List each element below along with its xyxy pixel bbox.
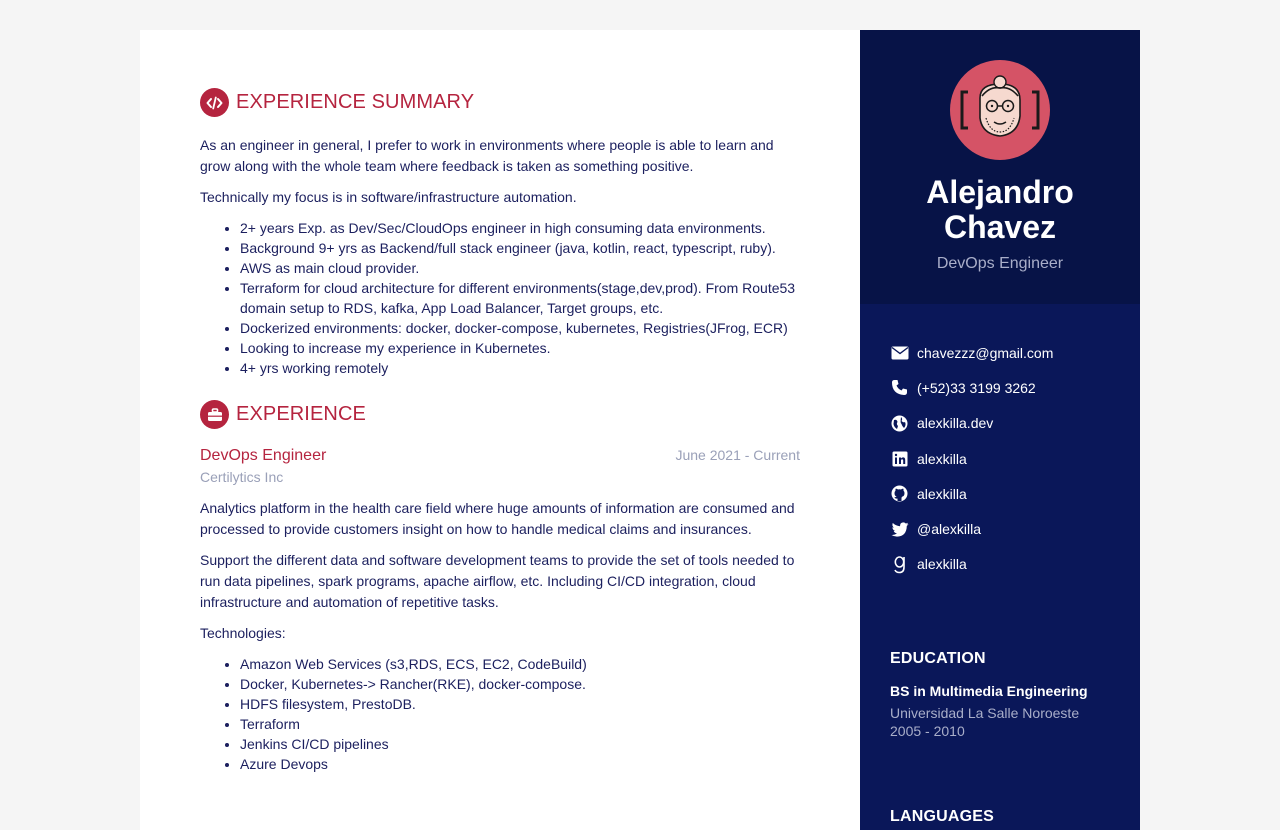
job-dates: June 2021 - Current — [675, 447, 800, 463]
profile-last-name: Chavez — [943, 209, 1057, 245]
education-school: Universidad La Salle Noroeste — [890, 705, 1080, 722]
contact-website-text: alexkilla.dev — [917, 415, 994, 432]
list-item: • Background 9+ yrs as Backend/full stack engineer (java, kotlin, react, typescript, ruby). — [240, 238, 800, 258]
goodreads-icon — [890, 555, 909, 574]
education-heading: EDUCATION — [890, 650, 986, 668]
linkedin-icon — [890, 449, 909, 468]
phone-icon — [890, 378, 909, 397]
twitter-icon — [890, 520, 909, 539]
contact-github[interactable] — [890, 476, 1110, 511]
job-paragraph: Technologies: — [200, 625, 286, 641]
job-header — [200, 447, 800, 465]
list-item: • Azure Devops — [240, 754, 800, 774]
summary-paragraph: Technically my focus is in software/infrastructure automation. — [200, 189, 577, 205]
profile-name — [860, 175, 1140, 245]
profile-first-name: Alejandro — [926, 174, 1074, 210]
globe-icon — [890, 414, 909, 433]
list-item: • Terraform for cloud architecture for different environments(stage,dev,prod). From Route53 domain setup to RDS, kafka, App Load Balancer, Target groups, etc. — [240, 278, 800, 318]
briefcase-icon — [200, 400, 229, 429]
technologies-list — [240, 654, 800, 774]
job-paragraph: Analytics platform in the health care field where huge amounts of information are consumed and processed to provide customers insight on how to handle medical claims and insurances. — [200, 500, 795, 537]
contact-goodreads-text: alexkilla — [917, 556, 967, 573]
list-item: • Jenkins CI/CD pipelines — [240, 734, 800, 754]
list-item: • Looking to increase my experience in Kubernetes. — [240, 338, 800, 358]
list-item: • Amazon Web Services (s3,RDS, ECS, EC2, CodeBuild) — [240, 654, 800, 674]
job-title: DevOps Engineer — [200, 447, 327, 464]
list-item: • Docker, Kubernetes-> Rancher(RKE), docker-compose. — [240, 674, 800, 694]
contact-list — [860, 304, 1140, 582]
envelope-icon — [890, 343, 909, 362]
summary-paragraph: As an engineer in general, I prefer to work in environments where people is able to learn and grow along with the whole team where feedback is taken as something positive. — [200, 137, 774, 174]
contact-twitter[interactable] — [890, 511, 1110, 546]
sidebar — [860, 30, 1140, 830]
education-degree: BS in Multimedia Engineering — [890, 683, 1088, 700]
list-item: • 4+ yrs working remotely — [240, 358, 800, 378]
contact-website[interactable] — [890, 406, 1110, 441]
experience-heading-text: EXPERIENCE — [236, 403, 366, 425]
resume-page — [140, 30, 1140, 830]
contact-linkedin-text: alexkilla — [917, 450, 967, 467]
contact-twitter-text: @alexkilla — [917, 521, 982, 538]
contact-email[interactable] — [890, 335, 1110, 370]
experience-heading — [200, 400, 800, 429]
avatar — [950, 60, 1050, 160]
job-company: Certilytics Inc — [200, 469, 284, 485]
contact-phone-text: (+52)33 3199 3262 — [917, 379, 1036, 396]
list-item: • HDFS filesystem, PrestoDB. — [240, 694, 800, 714]
education-section — [860, 582, 1140, 740]
summary-heading — [200, 88, 800, 117]
github-icon — [890, 484, 909, 503]
code-icon — [200, 88, 229, 117]
contact-linkedin[interactable] — [890, 441, 1110, 476]
languages-section — [860, 740, 1140, 826]
contact-phone[interactable] — [890, 370, 1110, 405]
list-item: • Dockerized environments: docker, docker-compose, kubernetes, Registries(JFrog, ECR) — [240, 318, 800, 338]
contact-github-text: alexkilla — [917, 485, 967, 502]
job-paragraph: Support the different data and software development teams to provide the set of tools needed to run data pipelines, spark programs, apache airflow, etc. Including CI/CD integration, cloud infrastructure and automation of repetitive tasks. — [200, 552, 795, 610]
list-item: • AWS as main cloud provider. — [240, 258, 800, 278]
education-years: 2005 - 2010 — [890, 723, 965, 740]
contact-goodreads[interactable] — [890, 547, 1110, 582]
summary-heading-text: EXPERIENCE SUMMARY — [236, 91, 475, 113]
profile-header — [860, 30, 1140, 304]
summary-list — [240, 218, 800, 378]
list-item: • Terraform — [240, 714, 800, 734]
languages-heading: LANGUAGES — [890, 808, 995, 826]
contact-email-text: chavezzz@gmail.com — [917, 344, 1054, 361]
profile-role: DevOps Engineer — [936, 255, 1064, 272]
list-item: • 2+ years Exp. as Dev/Sec/CloudOps engineer in high consuming data environments. — [240, 218, 800, 238]
main-column — [140, 30, 860, 830]
